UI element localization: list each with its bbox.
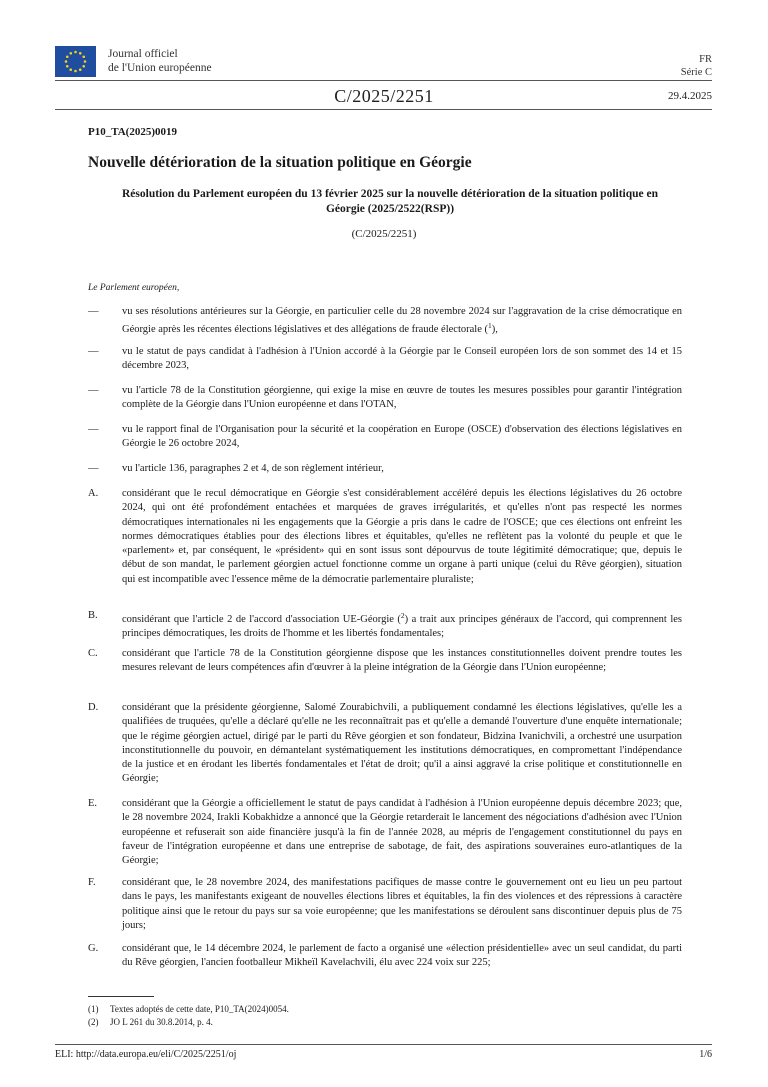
eli-link[interactable]: ELI: http://data.europa.eu/eli/C/2025/2251/oj [55, 1049, 237, 1060]
journal-line-2: de l'Union européenne [108, 62, 212, 74]
recital-text: considérant que la présidente géorgienne, Salomé Zourabichvili, a publiquement condamné les élections législatives, qu'elle les a qualifiées de truquées, qu'elle a déclaré qu'elle ne les reconnaîtrait pas et qu'elle a demandé l'ouverture d'une enquête internationale; que le régime géorgien actuel, dirigé par le parti du Rêve géorgien et son fondateur, Bidzina Ivanichvili, a orchestré une usurpation inconstitutionnelle du pouvoir, en démantelant systématiquement les institutions démocratiques, en compromettant l'indépendance de la justice et en érodant les libertés fondamentales et l'état de droit; qu'il a ainsi aggravé la crise politique et constitutionnelle en Géorgie; [122, 702, 682, 785]
footnote-item [88, 1003, 289, 1015]
eu-star-icon [74, 51, 77, 54]
footnote-marker: (2) [88, 1017, 99, 1027]
footer-divider [55, 1044, 712, 1045]
header-divider-2 [55, 109, 712, 110]
eu-star-icon [79, 52, 82, 55]
intro-text: Le Parlement européen, [88, 283, 180, 293]
eu-star-icon [69, 68, 72, 71]
recital-marker: E. [88, 798, 98, 809]
footnote-item [88, 1016, 213, 1028]
citation-item [88, 345, 682, 374]
page-number: 1/6 [699, 1049, 712, 1060]
eu-star-icon [84, 60, 87, 63]
recital-marker: F. [88, 877, 96, 888]
footnote-text: JO L 261 du 30.8.2014, p. 4. [110, 1017, 213, 1027]
recital-item [88, 609, 682, 642]
eu-star-icon [66, 65, 69, 68]
procedure-reference: P10_TA(2025)0019 [88, 126, 178, 138]
eu-star-icon [66, 55, 69, 58]
citation-text: vu ses résolutions antérieures sur la Géorgie, en particulier celle du 28 novembre 2024 sur l'aggravation de la crise démocratique en Géorgie après les récentes élections législatives et des allégations de fraude électorale [122, 306, 682, 336]
recital-item [88, 701, 682, 787]
recital-item [88, 942, 682, 971]
language-series [681, 53, 712, 79]
eu-star-icon [79, 68, 82, 71]
citation-text: vu l'article 78 de la Constitution géorgienne, qui exige la mise en œuvre de toutes les mesures possibles pour garantir l'intégration complète de la Géorgie dans l'Union européenne et dans l'OTAN, [122, 385, 682, 411]
citation-item [88, 384, 682, 413]
recital-text: considérant que, le 28 novembre 2024, des manifestations pacifiques de masse contre le gouvernement ont eu lieu un peu partout dans le pays, les manifestants exigeant de nouvelles élections libres et équitables, la fin des violences et des répressions à caractère politique ainsi que le retour du pays sur sa voie européenne; que les manifestations se déroulent sans discontinuer depuis plus de 75 jours; [122, 877, 682, 931]
footnote-divider [88, 996, 154, 997]
recital-marker: G. [88, 943, 99, 954]
recital-text: considérant que le recul démocratique en Géorgie s'est considérablement accéléré depuis les élections législatives du 26 octobre 2024, qui ont été profondément entachées et marquées de graves irrégularités, et qu'elles n'ont pas respecté les normes démocratiques internationales ni les engagements que la Géorgie a pris dans le cadre de l'OSCE; que ces élections ont enfreint les normes démocratiques établies pour des élections libres et équitables, qu'elles ne reflètent pas la volonté du peuple et que le «parlement» et, par conséquent, le «président» qui en sont issus sont dépourvus de toute légitimité démocratique; que, depuis le début de son mandat, le parlement géorgien actuel fonctionne comme un organe à parti unique (celui du Rêve géorgien), situation qui est incompatible avec l'essence même de la démocratie parlementaire pluraliste; [122, 488, 682, 585]
citation-item [88, 462, 682, 476]
citation-text: vu le statut de pays candidat à l'adhésion à l'Union accordé à la Géorgie par le Conseil européen lors de son sommet des 14 et 15 décembre 2023, [122, 346, 682, 372]
recital-item [88, 647, 682, 676]
journal-title [108, 47, 212, 75]
citation-text: vu l'article 136, paragraphes 2 et 4, de son règlement intérieur, [122, 463, 384, 474]
recital-marker: A. [88, 488, 99, 499]
eu-star-icon [65, 60, 68, 63]
footnote-ref[interactable]: 2 [400, 611, 405, 620]
recital-text-end: ) a trait aux principes généraux de l'accord, qui comprennent les principes démocratiques, les droits de l'homme et les libertés fondamentales; [122, 614, 682, 640]
dash-marker: — [88, 346, 99, 357]
footnote-marker: (1) [88, 1004, 99, 1014]
recital-text: considérant que la Géorgie a officiellement le statut de pays candidat à l'adhésion à l'Union européenne depuis décembre 2023; que, le 28 novembre 2024, Irakli Kobakhidze a annoncé que la Géorgie retarderait le lancement des négociations d'adhésion avec l'Union européenne et refuserait son aide financière jusqu'à la fin de l'année 2028, au mépris de l'engagement constitutionnel du pays en faveur de l'intégration européenne et dans une entreprise de sabotage, de fait, des aspirations souveraines euro-atlantiques de la Géorgie; [122, 798, 682, 867]
language-code: FR [699, 54, 712, 65]
resolution-subtitle: Résolution du Parlement européen du 13 février 2025 sur la nouvelle détérioration de la situation politique en Géorgie (2025/2522(RSP)) [121, 188, 659, 215]
eu-stars-icon [55, 46, 96, 77]
dash-marker: — [88, 424, 99, 435]
dash-marker: — [88, 306, 99, 317]
header-divider [55, 80, 712, 81]
eu-star-icon [69, 52, 72, 55]
journal-line-1: Journal officiel [108, 48, 178, 60]
eu-star-icon [82, 55, 85, 58]
recital-item [88, 876, 682, 933]
recital-item [88, 797, 682, 868]
dash-marker: — [88, 463, 99, 474]
footnote-ref[interactable]: 1 [487, 321, 492, 331]
document-date: 29.4.2025 [668, 90, 712, 102]
recital-marker: C. [88, 648, 98, 659]
eu-star-icon [82, 65, 85, 68]
citation-text: vu le rapport final de l'Organisation pour la sécurité et la coopération en Europe (OSCE) d'observation des élections législatives en Géorgie le 26 octobre 2024, [122, 424, 682, 450]
citation-item: — vu ses résolutions antérieures sur la Géorgie, en particulier celle du 28 novembre 2024 sur l'aggravation de la crise démocratique en Géorgie après les récentes élections législatives et des allégations de fraude électorale ($^1$), [88, 306, 682, 336]
eu-flag-logo [55, 46, 96, 77]
recital-text: considérant que, le 14 décembre 2024, le parlement de facto a organisé une «élection présidentielle» avec un seul candidat, du parti du Rêve géorgien, l'ancien footballeur Mikheïl Kavelachvili, élu avec 224 voix sur 225; [122, 943, 682, 969]
recital-marker: B. [88, 610, 98, 621]
footnote-text: Textes adoptés de cette date, P10_TA(2024)0054. [110, 1004, 289, 1014]
eu-star-icon [74, 70, 77, 73]
citation-item [88, 423, 682, 452]
document-number: C/2025/2251 [334, 86, 434, 106]
page-title: Nouvelle détérioration de la situation politique en Géorgie [88, 154, 472, 171]
dash-marker: — [88, 385, 99, 396]
celex-number: (C/2025/2251) [351, 228, 417, 240]
recital-text: considérant que l'article 2 de l'accord d'association UE-Géorgie ( [122, 614, 401, 625]
citation-text-end: ), [491, 324, 498, 336]
series-label: Série C [680, 67, 712, 78]
recital-marker: D. [88, 702, 99, 713]
recital-text: considérant que l'article 78 de la Constitution géorgienne dispose que les instances constitutionnelles doivent prendre toutes les mesures relevant de leurs compétences afin d'œuvrer à la pleine intégration de la Géorgie dans l'Union européenne; [122, 648, 682, 674]
recital-item [88, 487, 682, 587]
